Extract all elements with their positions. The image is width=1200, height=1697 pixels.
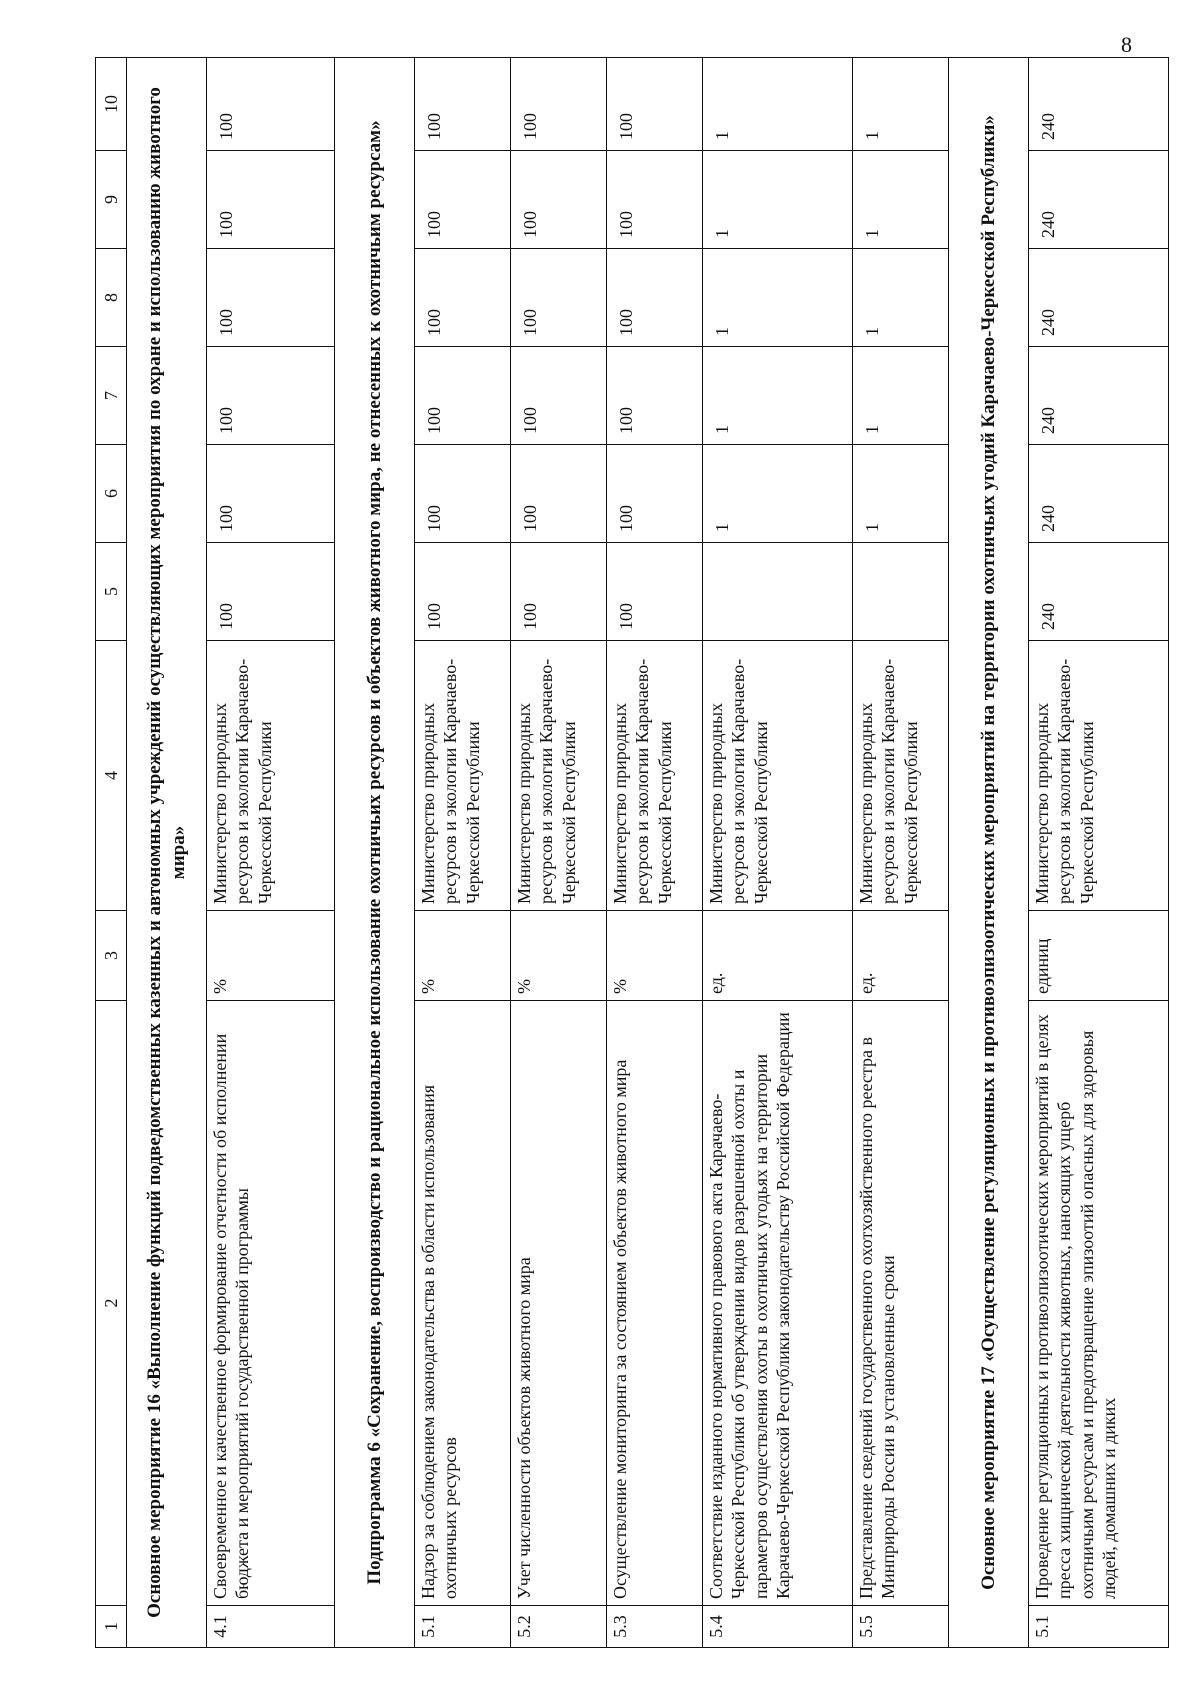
- section-row: [949, 58, 1029, 1648]
- unit-cell: единиц: [1029, 911, 1169, 1001]
- executor-cell: Министерство природных ресурсов и экологии Карачаево-Черкесской Республики: [853, 641, 949, 911]
- executor-cell: Министерство природных ресурсов и экологии Карачаево-Черкесской Республики: [607, 641, 703, 911]
- unit-cell: %: [207, 911, 335, 1001]
- row-number: 5.4: [703, 1606, 853, 1648]
- row-number: 5.1: [1029, 1606, 1169, 1648]
- value-cell: 100: [607, 249, 703, 347]
- section-title-activity-16: Основное мероприятие 16 «Выполнение функций подведомственных казенных и автономных учреждений осуществляющих мероприятия по охране и использованию животного мира»: [127, 58, 207, 1648]
- value-cell: 100: [207, 543, 335, 641]
- section-title-activity-17: Основное мероприятие 17 «Осуществление регуляционных и противоэпизоотических мероприятий на территории охотничьих угодий Карачаево-Черкесской Республики»: [949, 58, 1029, 1648]
- unit-cell: ед.: [703, 911, 853, 1001]
- value-cell: 240: [1029, 543, 1169, 641]
- header-cell: 10: [96, 58, 127, 151]
- table-row: [607, 58, 703, 1648]
- value-cell: 1: [853, 58, 949, 151]
- value-cell: [853, 543, 949, 641]
- row-number: 5.2: [511, 1606, 607, 1648]
- value-cell: 100: [607, 58, 703, 151]
- header-cell: 8: [96, 249, 127, 347]
- indicator-name: Осуществление мониторинга за состоянием объектов животного мира: [607, 1001, 703, 1606]
- table-row: [415, 58, 511, 1648]
- value-cell: 1: [703, 249, 853, 347]
- table-row: [703, 58, 853, 1648]
- value-cell: 1: [703, 151, 853, 249]
- value-cell: 100: [511, 151, 607, 249]
- indicator-name: Учет численности объектов животного мира: [511, 1001, 607, 1606]
- header-cell: 6: [96, 445, 127, 543]
- value-cell: 100: [511, 347, 607, 445]
- value-cell: 1: [853, 151, 949, 249]
- value-cell: 1: [853, 347, 949, 445]
- value-cell: 100: [511, 445, 607, 543]
- unit-cell: %: [511, 911, 607, 1001]
- value-cell: 1: [853, 445, 949, 543]
- header-cell: 7: [96, 347, 127, 445]
- executor-cell: Министерство природных ресурсов и экологии Карачаево-Черкесской Республики: [511, 641, 607, 911]
- unit-cell: %: [415, 911, 511, 1001]
- value-cell: 100: [415, 445, 511, 543]
- value-cell: 100: [511, 249, 607, 347]
- value-cell: 100: [207, 445, 335, 543]
- executor-cell: Министерство природных ресурсов и экологии Карачаево-Черкесской Республики: [207, 641, 335, 911]
- rotated-table-container: [95, 58, 1125, 1648]
- header-cell: 4: [96, 641, 127, 911]
- page-number: 8: [1121, 32, 1132, 57]
- value-cell: 100: [511, 543, 607, 641]
- value-cell: 100: [607, 347, 703, 445]
- table-sheet: [95, 58, 1125, 1648]
- header-cell: 3: [96, 911, 127, 1001]
- row-number: 5.1: [415, 1606, 511, 1648]
- value-cell: 1: [853, 249, 949, 347]
- header-cell: 2: [96, 1001, 127, 1606]
- executor-cell: Министерство природных ресурсов и экологии Карачаево-Черкесской Республики: [703, 641, 853, 911]
- section-title-subprogram-6: Подпрограмма 6 «Сохранение, воспроизводство и рациональное использование охотничьих ресурсов и объектов животного мира, не отнесенных к охотничьим ресурсам»: [335, 58, 415, 1648]
- value-cell: 100: [207, 347, 335, 445]
- indicator-name: Представление сведений государственного охотхозяйственного реестра в Минприроды России в установленные сроки: [853, 1001, 949, 1606]
- indicator-name: Соответствие изданного нормативного правового акта Карачаево-Черкесской Республики об утверждении видов разрешенной охоты и параметров осуществления охоты в охотничьих угодьях на территории Карачаево-Черкесской Республики законодательству Российской Федерации: [703, 1001, 853, 1606]
- unit-cell: %: [607, 911, 703, 1001]
- value-cell: 240: [1029, 445, 1169, 543]
- value-cell: [703, 543, 853, 641]
- value-cell: 100: [607, 151, 703, 249]
- value-cell: 1: [703, 58, 853, 151]
- row-number: 4.1: [207, 1606, 335, 1648]
- indicator-name: Надзор за соблюдением законодательства в области использования охотничьих ресурсов: [415, 1001, 511, 1606]
- value-cell: 100: [415, 249, 511, 347]
- value-cell: 100: [207, 249, 335, 347]
- value-cell: 1: [703, 445, 853, 543]
- value-cell: 100: [207, 58, 335, 151]
- table-row: [853, 58, 949, 1648]
- executor-cell: Министерство природных ресурсов и экологии Карачаево-Черкесской Республики: [1029, 641, 1169, 911]
- value-cell: 100: [415, 543, 511, 641]
- value-cell: 100: [607, 543, 703, 641]
- value-cell: 100: [415, 347, 511, 445]
- indicator-name: Своевременное и качественное формирование отчетности об исполнении бюджета и мероприятий государственной программы: [207, 1001, 335, 1606]
- table-row: [1029, 58, 1169, 1648]
- section-row: [335, 58, 415, 1648]
- value-cell: 240: [1029, 347, 1169, 445]
- table-row: [511, 58, 607, 1648]
- value-cell: 240: [1029, 58, 1169, 151]
- indicators-table: [95, 57, 1169, 1648]
- value-cell: 240: [1029, 249, 1169, 347]
- value-cell: 1: [703, 347, 853, 445]
- table-row: [207, 58, 335, 1648]
- row-number: 5.3: [607, 1606, 703, 1648]
- header-cell: 9: [96, 151, 127, 249]
- executor-cell: Министерство природных ресурсов и экологии Карачаево-Черкесской Республики: [415, 641, 511, 911]
- value-cell: 240: [1029, 151, 1169, 249]
- section-row: [127, 58, 207, 1648]
- header-row: [96, 58, 127, 1648]
- value-cell: 100: [511, 58, 607, 151]
- unit-cell: ед.: [853, 911, 949, 1001]
- value-cell: 100: [607, 445, 703, 543]
- value-cell: 100: [207, 151, 335, 249]
- header-cell: 5: [96, 543, 127, 641]
- indicator-name: Проведение регуляционных и противоэпизоотических мероприятий в целях пресса хищнической деятельности животных, наносящих ущерб охотничьим ресурсам и предотвращение эпизоотий опасных для здоровья людей, домашних и диких: [1029, 1001, 1169, 1606]
- value-cell: 100: [415, 58, 511, 151]
- header-cell: 1: [96, 1606, 127, 1648]
- value-cell: 100: [415, 151, 511, 249]
- row-number: 5.5: [853, 1606, 949, 1648]
